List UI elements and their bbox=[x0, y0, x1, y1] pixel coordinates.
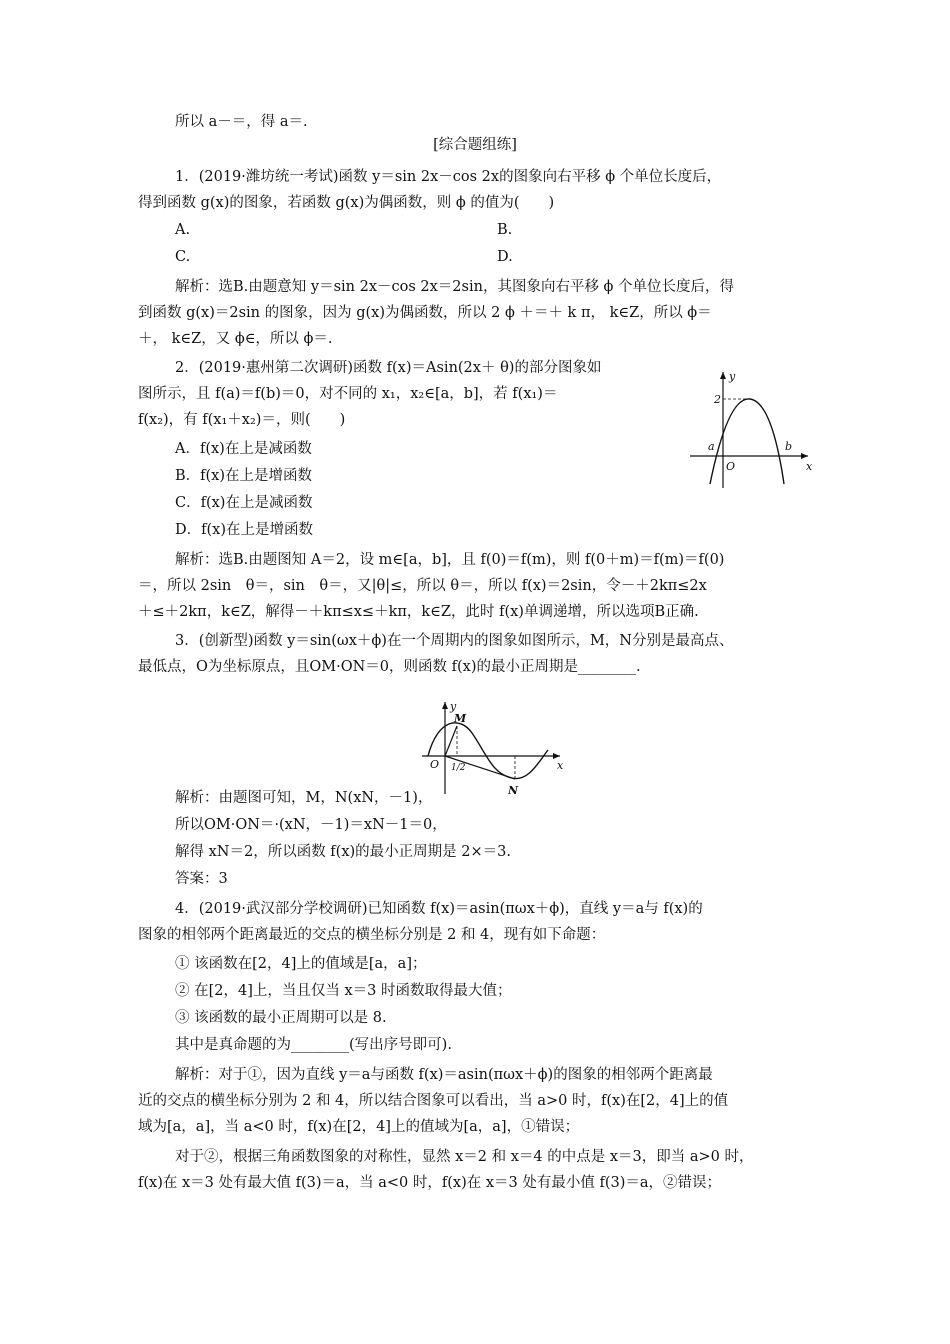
fig1-label-b: b bbox=[785, 440, 793, 453]
fig2-label-x: x bbox=[557, 759, 564, 772]
fig1-label-y: y bbox=[729, 370, 736, 383]
text-line: 图所示，且 f(a)＝f(b)＝0，对不同的 x₁，x₂∈[a，b]，若 f(x₁)＝ bbox=[138, 386, 558, 402]
figure-1-graph bbox=[688, 366, 818, 492]
text-line: 解析：由题图可知，M，N(xN，－1)， bbox=[175, 790, 433, 806]
fig2-label-n: N bbox=[508, 784, 519, 797]
text-line: B. bbox=[497, 222, 513, 238]
text-line: [综合题组练] bbox=[433, 137, 517, 153]
text-line: 图象的相邻两个距离最近的交点的横坐标分别是 2 和 4，现有如下命题： bbox=[138, 927, 606, 943]
text-line: 答案：3 bbox=[175, 871, 228, 887]
text-line: 3．(创新型)函数 y＝sin(ωx＋ϕ)在一个周期内的图象如图所示，M，N分别是最高点、 bbox=[175, 633, 734, 649]
fig2-y-arrow bbox=[442, 702, 448, 709]
text-line: 所以 a－＝，得 a＝. bbox=[175, 114, 308, 130]
fig2-label-m: M bbox=[454, 712, 467, 725]
fig1-label-peak: 2 bbox=[714, 393, 721, 406]
text-line: 域为[a，a]，当 a<0 时，f(x)在[2，4]上的值域为[a，a]，①错误； bbox=[138, 1119, 580, 1135]
text-line: ① 该函数在[2，4]上的值域是[a，a]； bbox=[175, 956, 427, 972]
text-line: 近的交点的横坐标分别为 2 和 4，所以结合图象可以看出，当 a>0 时，f(x)在[2，4]上的值 bbox=[138, 1093, 729, 1109]
text-line: ＝，所以 2sin θ＝，sin θ＝，又|θ|≤，所以 θ＝，所以 f(x)＝2sin，令－＋2kπ≤2x bbox=[138, 578, 707, 594]
text-line: ＋≤＋2kπ，k∈Z，解得－＋kπ≤x≤＋kπ，k∈Z，此时 f(x)单调递增，所以选项B正确. bbox=[138, 604, 699, 620]
fig1-label-o: O bbox=[726, 460, 736, 473]
fig1-x-arrow bbox=[801, 453, 808, 459]
figure-2-graph bbox=[420, 698, 565, 798]
text-line: 到函数 g(x)＝2sin 的图象，因为 g(x)为偶函数，所以 2 ϕ ＋＝＋ k π， k∈Z，所以 ϕ＝ bbox=[138, 305, 712, 321]
text-line: 解析：选B.由题图知 A＝2，设 m∈[a，b]，且 f(0)＝f(m)，则 f(0＋m)＝f(m)＝f(0) bbox=[175, 552, 725, 568]
text-line: 4．(2019·武汉部分学校调研)已知函数 f(x)＝asin(πωx＋ϕ)，直线 y＝a与 f(x)的 bbox=[175, 901, 703, 917]
text-line: C．f(x)在上是减函数 bbox=[175, 495, 313, 511]
fig1-curve bbox=[710, 399, 784, 484]
fig2-label-half: 1/2 bbox=[451, 763, 466, 773]
fig2-om bbox=[445, 726, 457, 756]
text-line: B．f(x)在上是增函数 bbox=[175, 468, 313, 484]
fig1-y-arrow bbox=[720, 372, 726, 379]
text-line: D．f(x)在上是增函数 bbox=[175, 522, 313, 538]
text-line: 所以OM·ON＝·(xN，－1)＝xN－1＝0， bbox=[175, 817, 447, 833]
fig1-label-x: x bbox=[806, 460, 813, 473]
text-line: ② 在[2，4]上，当且仅当 x＝3 时函数取得最大值； bbox=[175, 983, 512, 999]
text-line: 解析：对于①，因为直线 y＝a与函数 f(x)＝asin(πωx＋ϕ)的图象的相邻两个距离最 bbox=[175, 1067, 713, 1083]
fig2-label-y: y bbox=[450, 700, 457, 713]
text-line: A. bbox=[175, 222, 191, 238]
text-line: 解得 xN＝2，所以函数 f(x)的最小正周期是 2×＝3. bbox=[175, 844, 511, 860]
fig2-label-o: O bbox=[430, 758, 440, 771]
text-line: 解析：选B.由题意知 y＝sin 2x－cos 2x＝2sin，其图象向右平移 ϕ 个单位长度后，得 bbox=[175, 279, 735, 295]
text-line: 得到函数 g(x)的图象，若函数 g(x)为偶函数，则 ϕ 的值为( ) bbox=[138, 195, 555, 211]
text-line: A．f(x)在上是减函数 bbox=[175, 441, 312, 457]
text-line: ＋， k∈Z，又 ϕ∈，所以 ϕ＝. bbox=[138, 331, 333, 347]
text-line: C. bbox=[175, 249, 191, 265]
text-line: f(x₂)，有 f(x₁＋x₂)＝，则( ) bbox=[138, 412, 346, 428]
text-line: 其中是真命题的为________(写出序号即可). bbox=[175, 1037, 452, 1053]
fig1-label-a: a bbox=[708, 440, 715, 453]
text-line: 最低点，O为坐标原点，且OM·ON＝0，则函数 f(x)的最小正周期是________. bbox=[138, 659, 641, 675]
text-line: ③ 该函数的最小正周期可以是 8. bbox=[175, 1010, 387, 1026]
text-line: 1．(2019·潍坊统一考试)函数 y＝sin 2x－cos 2x的图象向右平移 ϕ 个单位长度后， bbox=[175, 169, 722, 185]
text-line: f(x)在 x＝3 处有最大值 f(3)＝a，当 a<0 时，f(x)在 x＝3 处有最小值 f(3)＝a，②错误； bbox=[138, 1175, 722, 1191]
text-line: 对于②，根据三角函数图象的对称性，显然 x＝2 和 x＝4 的中点是 x＝3，即当 a>0 时， bbox=[175, 1149, 754, 1165]
text-line: D. bbox=[497, 249, 513, 265]
text-line: 2．(2019·惠州第二次调研)函数 f(x)＝Asin(2x＋ θ)的部分图象如 bbox=[175, 360, 602, 376]
